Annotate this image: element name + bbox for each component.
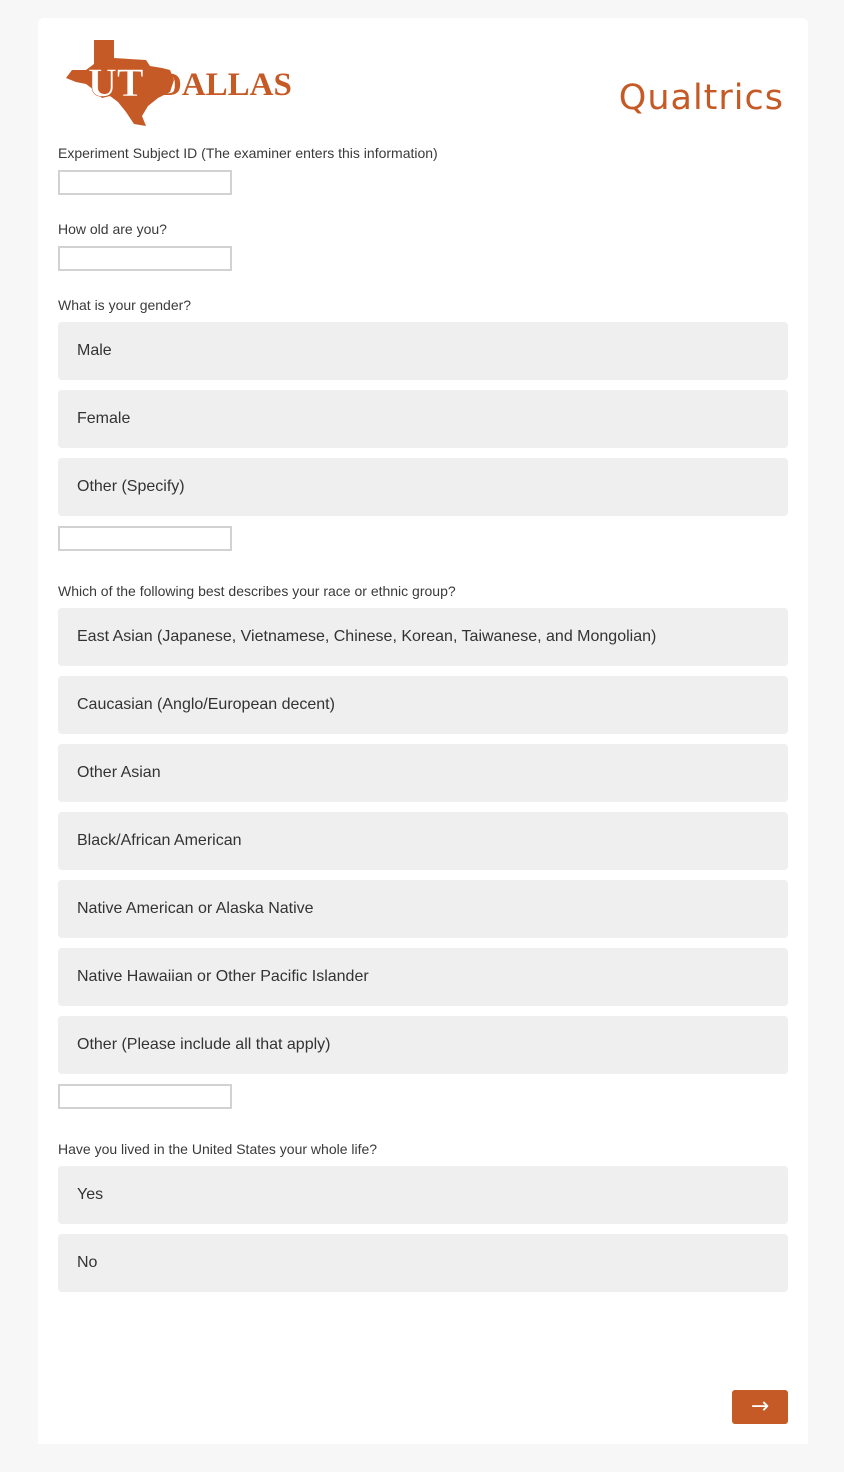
- race-option-pacific-islander[interactable]: Native Hawaiian or Other Pacific Islander: [58, 948, 788, 1006]
- gender-other-input[interactable]: [58, 526, 232, 551]
- race-option-native-american[interactable]: Native American or Alaska Native: [58, 880, 788, 938]
- ut-dallas-logo: [66, 40, 296, 126]
- question-gender: [58, 296, 788, 551]
- question-label: How old are you?: [58, 221, 167, 237]
- gender-option-male[interactable]: Male: [58, 322, 788, 380]
- question-label: What is your gender?: [58, 297, 192, 313]
- us-life-option-yes[interactable]: Yes: [58, 1166, 788, 1224]
- logo-text: DALLAS: [158, 67, 292, 103]
- question-label: Experiment Subject ID (The examiner enters this information): [58, 145, 438, 161]
- svg-text:UT: UT: [88, 60, 144, 105]
- qualtrics-brand: Qualtrics: [618, 78, 784, 118]
- race-option-other[interactable]: Other (Please include all that apply): [58, 1016, 788, 1074]
- question-us-life: [58, 1140, 788, 1302]
- question-race: [58, 582, 788, 1109]
- survey-card: [38, 18, 808, 1444]
- gender-option-other[interactable]: Other (Specify): [58, 458, 788, 516]
- race-option-other-asian[interactable]: Other Asian: [58, 744, 788, 802]
- question-subject-id: [58, 144, 438, 195]
- us-life-option-no[interactable]: No: [58, 1234, 788, 1292]
- question-age: [58, 220, 232, 271]
- next-button[interactable]: →: [732, 1390, 788, 1424]
- question-label: Which of the following best describes your race or ethnic group?: [58, 583, 456, 599]
- age-input[interactable]: [58, 246, 232, 271]
- survey-header: [38, 18, 808, 136]
- race-option-caucasian[interactable]: Caucasian (Anglo/European decent): [58, 676, 788, 734]
- subject-id-input[interactable]: [58, 170, 232, 195]
- question-label: Have you lived in the United States your whole life?: [58, 1141, 378, 1157]
- race-other-input[interactable]: [58, 1084, 232, 1109]
- gender-option-female[interactable]: Female: [58, 390, 788, 448]
- race-option-east-asian[interactable]: East Asian (Japanese, Vietnamese, Chinese, Korean, Taiwanese, and Mongolian): [58, 608, 788, 666]
- race-option-black[interactable]: Black/African American: [58, 812, 788, 870]
